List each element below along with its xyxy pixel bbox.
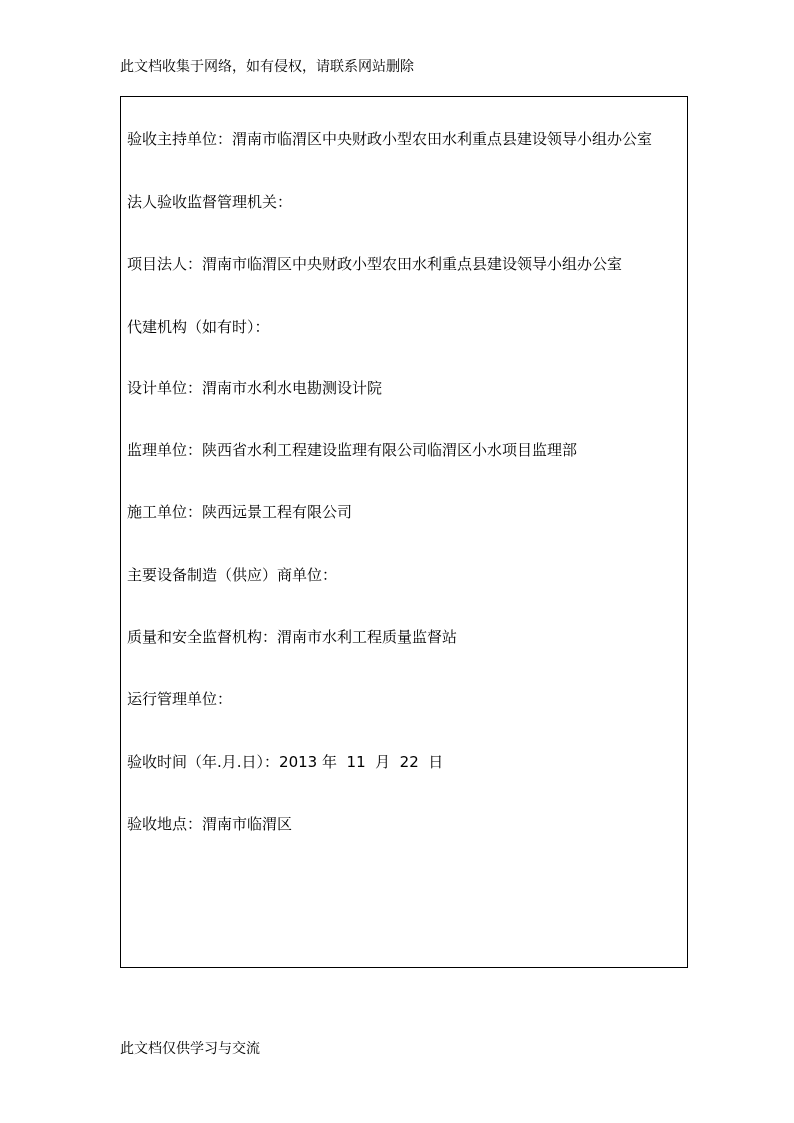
field-label: 代建机构（如有时）： — [127, 318, 270, 336]
page-header-note: 此文档收集于网络，如有侵权，请联系网站删除 — [120, 59, 414, 75]
field-label: 主要设备制造（供应）商单位： — [127, 566, 338, 584]
field-value: 渭南市水利工程质量监督站 — [277, 628, 458, 646]
field-supervision-unit — [127, 440, 577, 460]
field-value: 渭南市临渭区中央财政小型农田水利重点县建设领导小组办公室 — [202, 255, 623, 273]
field-host-unit — [127, 129, 652, 149]
field-label: 运行管理单位： — [127, 690, 233, 708]
field-label: 验收地点： — [127, 815, 203, 833]
field-equipment-supplier — [127, 565, 337, 585]
field-operation-unit — [127, 689, 232, 709]
field-acceptance-date — [127, 752, 443, 772]
field-label: 法人验收监督管理机关： — [127, 193, 293, 211]
field-label: 验收时间（年.月.日）： — [127, 753, 280, 771]
page-footer-note: 此文档仅供学习与交流 — [120, 1041, 260, 1057]
field-label: 验收主持单位： — [127, 130, 233, 148]
field-quality-safety-agency — [127, 627, 457, 647]
field-value: 渭南市临渭区 — [202, 815, 293, 833]
field-value: 渭南市临渭区中央财政小型农田水利重点县建设领导小组办公室 — [232, 130, 653, 148]
field-label: 监理单位： — [127, 441, 203, 459]
field-label: 项目法人： — [127, 255, 203, 273]
field-design-unit — [127, 378, 382, 398]
field-construction-unit — [127, 502, 352, 522]
field-label: 设计单位： — [127, 379, 203, 397]
field-supervision-authority — [127, 192, 292, 212]
field-project-legal-entity — [127, 254, 622, 274]
field-value: 陕西省水利工程建设监理有限公司临渭区小水项目监理部 — [202, 441, 578, 459]
acceptance-info-frame — [120, 96, 688, 968]
field-label: 施工单位： — [127, 503, 203, 521]
field-label: 质量和安全监督机构： — [127, 628, 278, 646]
field-acceptance-location — [127, 814, 292, 834]
field-agent-construction — [127, 317, 270, 337]
field-value: 陕西远景工程有限公司 — [202, 503, 353, 521]
field-value: 2013 年 11 月 22 日 — [279, 753, 444, 771]
field-value: 渭南市水利水电勘测设计院 — [202, 379, 383, 397]
